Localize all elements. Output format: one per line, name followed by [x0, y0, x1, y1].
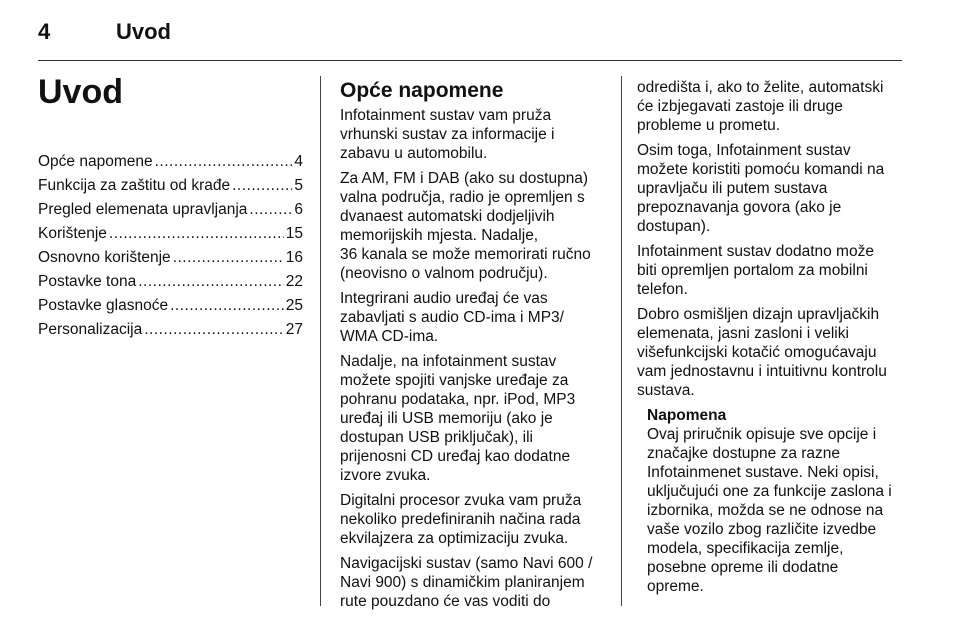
- text-line: Ovaj priručnik opisuje sve opcije i: [647, 426, 877, 443]
- toc-leader-dots: [249, 198, 292, 222]
- toc-entry[interactable]: [38, 294, 303, 318]
- page-number: 4: [38, 19, 51, 44]
- text-line: vaše vozilo zbog različite izvedbe: [647, 521, 877, 538]
- text-line: nekoliko predefiniranih načina rada: [340, 511, 581, 528]
- text-line: Za AM, FM i DAB (ako su dostupna): [340, 170, 589, 187]
- text-column-3: [637, 78, 907, 596]
- toc-entry[interactable]: [38, 318, 303, 342]
- toc-leader-dots: [109, 222, 284, 246]
- text-line: uključujući one za funkcije zaslona i: [647, 483, 892, 500]
- text-line: višefunkcijski kotačić omogućavaju: [637, 344, 877, 361]
- text-line: Integrirani audio uređaj će vas: [340, 290, 548, 307]
- toc-entry-page: 6: [294, 201, 303, 218]
- toc-entry-label: Postavke tona: [38, 273, 137, 290]
- text-column-2: [340, 78, 605, 617]
- text-line: pohranu podataka, npr. iPod, MP3: [340, 391, 576, 408]
- text-line: Digitalni procesor zvuka vam pruža: [340, 492, 582, 509]
- text-line: Navigacijski sustav (samo Navi 600 /: [340, 555, 593, 572]
- text-line: zabavu u automobilu.: [340, 145, 488, 162]
- text-line: Osim toga, Infotainment sustav: [637, 142, 851, 159]
- text-line: značajke dostupne za razne: [647, 445, 841, 462]
- toc-entry[interactable]: [38, 198, 303, 222]
- toc-entry-page: 4: [294, 153, 303, 170]
- note-title: Napomena: [647, 407, 727, 424]
- text-line: Infotainment sustav vam pruža: [340, 107, 552, 124]
- toc-entry-label: Funkcija za zaštitu od krađe: [38, 177, 231, 194]
- toc-entry-page: 5: [294, 177, 303, 194]
- text-line: vrhunski sustav za informacije i: [340, 126, 555, 143]
- toc-entry-label: Korištenje: [38, 225, 107, 242]
- toc-column: [38, 72, 303, 342]
- body-paragraph: [637, 141, 907, 236]
- note-text: [647, 425, 907, 596]
- toc-entry-page: 22: [285, 273, 303, 290]
- text-line: možete koristiti pomoću komandi na: [637, 161, 885, 178]
- text-line: Nadalje, na infotainment sustav: [340, 353, 557, 370]
- text-line: Infotainmenet sustave. Neki opisi,: [647, 464, 879, 481]
- toc-leader-dots: [232, 174, 292, 198]
- text-line: posebne opreme ili dodatne: [647, 559, 839, 576]
- text-line: modela, specifikacija zemlje,: [647, 540, 844, 557]
- body-paragraph: [340, 554, 605, 611]
- toc-entry-label: Personalizacija: [38, 321, 143, 338]
- body-paragraph: [340, 289, 605, 346]
- toc-entry[interactable]: [38, 222, 303, 246]
- toc-leader-dots: [138, 270, 284, 294]
- toc-entry[interactable]: [38, 150, 303, 174]
- text-line: izvore zvuka.: [340, 467, 431, 484]
- text-line: izbornika, možda se ne odnose na: [647, 502, 884, 519]
- body-paragraph: [340, 352, 605, 485]
- text-line: prijenosni CD uređaj kao dodatne: [340, 448, 571, 465]
- toc-entry-page: 25: [285, 297, 303, 314]
- header-rule: [38, 60, 902, 61]
- text-line: odredišta i, ako to želite, automatski: [637, 79, 884, 96]
- toc-entry-label: Postavke glasnoće: [38, 297, 169, 314]
- section-title: Opće napomene: [340, 79, 504, 102]
- toc-entry-label: Opće napomene: [38, 153, 153, 170]
- column-divider-1: [320, 76, 321, 606]
- toc-leader-dots: [144, 318, 284, 342]
- text-line: (neovisno o valnom području).: [340, 265, 548, 282]
- toc-entry-page: 27: [285, 321, 303, 338]
- text-line: možete spojiti vanjske uređaje za: [340, 372, 569, 389]
- toc-entry[interactable]: [38, 174, 303, 198]
- body-paragraph: [637, 305, 907, 400]
- text-line: WMA CD-ima.: [340, 328, 439, 345]
- text-line: dostupan).: [637, 218, 711, 235]
- text-line: uređaj ili USB memoriju (ako je: [340, 410, 553, 427]
- text-line: dvanaest automatski dodjeljivih: [340, 208, 555, 225]
- toc-leader-dots: [155, 150, 293, 174]
- text-line: dostupan USB priključak), ili: [340, 429, 533, 446]
- toc-entry-label: Osnovno korištenje: [38, 249, 171, 266]
- body-paragraph: [340, 106, 605, 163]
- toc-leader-dots: [170, 294, 284, 318]
- running-section-title: Uvod: [116, 19, 171, 44]
- text-line: 36 kanala se može memorirati ručno: [340, 246, 591, 263]
- text-line: vam jednostavnu i intuitivnu kontrolu: [637, 363, 887, 380]
- table-of-contents: [38, 150, 303, 342]
- column-divider-2: [621, 76, 622, 606]
- text-line: opreme.: [647, 578, 704, 595]
- toc-entry-page: 15: [285, 225, 303, 242]
- text-line: probleme u prometu.: [637, 117, 781, 134]
- body-paragraph: [340, 169, 605, 283]
- text-line: valna područja, radio je opremljen s: [340, 189, 585, 206]
- toc-leader-dots: [173, 246, 284, 270]
- body-paragraph: [340, 491, 605, 548]
- text-line: telefon.: [637, 281, 688, 298]
- body-paragraph: [637, 242, 907, 299]
- note-box: [647, 406, 907, 596]
- text-line: sustava.: [637, 382, 695, 399]
- body-paragraph: [637, 78, 907, 135]
- text-line: Infotainment sustav dodatno može: [637, 243, 874, 260]
- column-2-body: [340, 106, 605, 611]
- toc-entry[interactable]: [38, 270, 303, 294]
- toc-entry-page: 16: [285, 249, 303, 266]
- text-line: Navi 900) s dinamičkim planiranjem: [340, 574, 585, 591]
- text-line: zabavljati s audio CD-ima i MP3/: [340, 309, 564, 326]
- text-line: rute pouzdano će vas voditi do: [340, 593, 551, 610]
- column-3-body: [637, 78, 907, 400]
- chapter-title: Uvod: [38, 73, 123, 111]
- text-line: biti opremljen portalom za mobilni: [637, 262, 868, 279]
- toc-entry[interactable]: [38, 246, 303, 270]
- text-line: upravljaču ili putem sustava: [637, 180, 828, 197]
- text-line: elemenata, jasni zasloni i veliki: [637, 325, 849, 342]
- text-line: prepoznavanja govora (ako je: [637, 199, 842, 216]
- toc-entry-label: Pregled elemenata upravljanja: [38, 201, 248, 218]
- text-line: Dobro osmišljen dizajn upravljačkih: [637, 306, 880, 323]
- text-line: ekvilajzera za optimizaciju zvuka.: [340, 530, 569, 547]
- text-line: će izbjegavati zastoje ili druge: [637, 98, 843, 115]
- text-line: memorijskih mjesta. Nadalje,: [340, 227, 539, 244]
